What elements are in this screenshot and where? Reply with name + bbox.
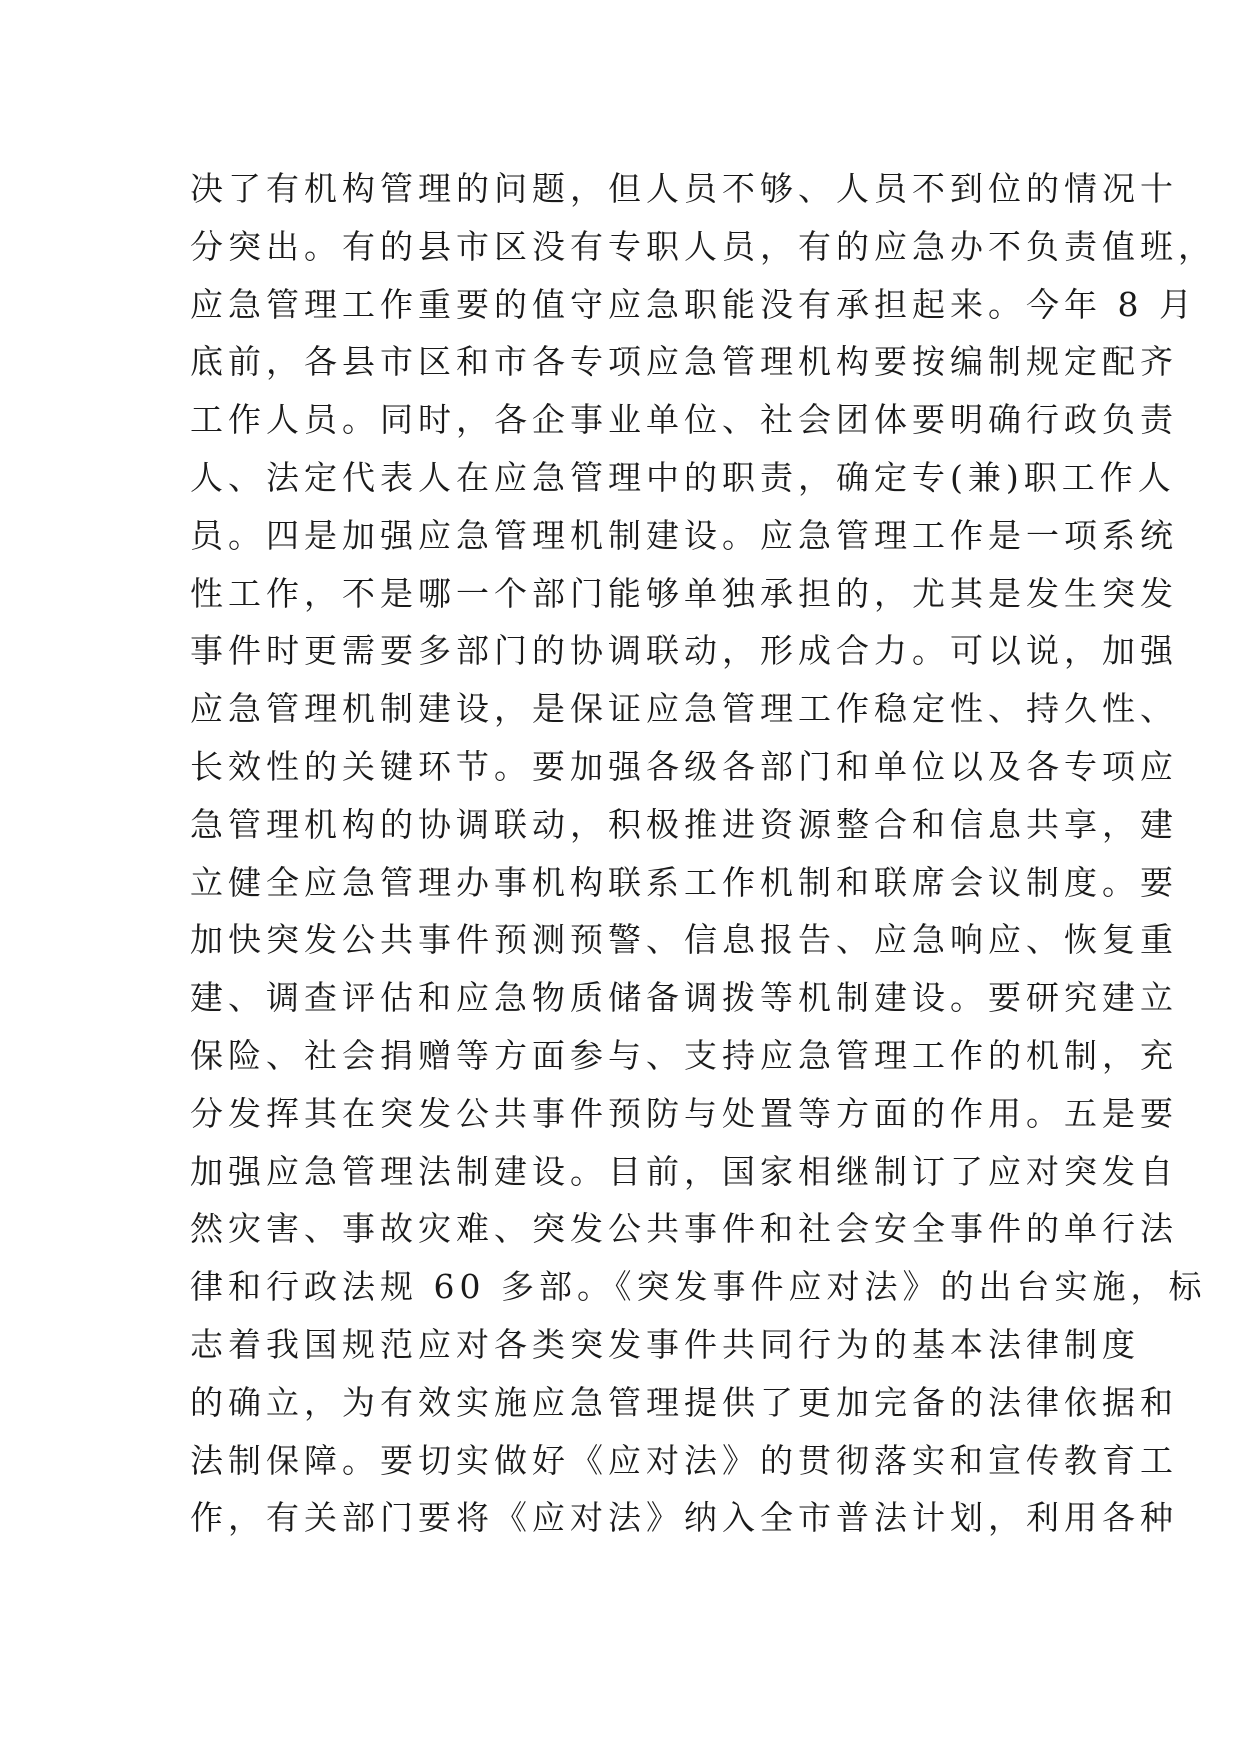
text-line: 长效性的关键环节。要加强各级各部门和单位以及各专项应 — [190, 746, 1178, 786]
text-line: 应急管理工作重要的值守应急职能没有承担起来。今年 8 月 — [190, 284, 1197, 324]
text-line: 人、法定代表人在应急管理中的职责，确定专(兼)职工作人 — [190, 457, 1176, 497]
text-line: 决了有机构管理的问题，但人员不够、人员不到位的情况十 — [190, 169, 1178, 208]
text-line: 作，有关部门要将《应对法》纳入全市普法计划，利用各种 — [190, 1498, 1178, 1538]
text-line: 分发挥其在突发公共事件预防与处置等方面的作用。五是要 — [190, 1093, 1178, 1133]
text-line: 加强应急管理法制建设。目前，国家相继制订了应对突发自 — [190, 1151, 1178, 1191]
text-line: 员。四是加强应急管理机制建设。应急管理工作是一项系统 — [190, 515, 1178, 555]
text-line: 的确立，为有效实施应急管理提供了更加完备的法律依据和 — [190, 1382, 1178, 1422]
text-line: 性工作，不是哪一个部门能够单独承担的，尤其是发生突发 — [190, 573, 1178, 613]
body-paragraph — [190, 160, 1216, 1547]
text-line: 保险、社会捐赠等方面参与、支持应急管理工作的机制，充 — [190, 1035, 1178, 1075]
text-line: 底前，各县市区和市各专项应急管理机构要按编制规定配齐 — [190, 342, 1178, 382]
text-line: 加快突发公共事件预测预警、信息报告、应急响应、恢复重 — [190, 920, 1178, 960]
text-line: 志着我国规范应对各类突发事件共同行为的基本法律制度 — [190, 1324, 1140, 1364]
text-line: 建、调查评估和应急物质储备调拨等机制建设。要研究建立 — [190, 978, 1178, 1018]
text-line: 分突出。有的县市区没有专职人员，有的应急办不负责值班， — [190, 226, 1216, 266]
text-line: 应急管理机制建设，是保证应急管理工作稳定性、持久性、 — [190, 689, 1178, 729]
text-line: 事件时更需要多部门的协调联动，形成合力。可以说，加强 — [190, 631, 1178, 671]
text-line: 立健全应急管理办事机构联系工作机制和联席会议制度。要 — [190, 862, 1178, 902]
text-line: 然灾害、事故灾难、突发公共事件和社会安全事件的单行法 — [190, 1209, 1178, 1249]
text-line: 律和行政法规 60 多部。《突发事件应对法》的出台实施，标 — [190, 1267, 1207, 1307]
text-line: 急管理机构的协调联动，积极推进资源整合和信息共享，建 — [190, 804, 1178, 844]
text-line: 工作人员。同时，各企事业单位、社会团体要明确行政负责 — [190, 400, 1178, 440]
text-line: 法制保障。要切实做好《应对法》的贯彻落实和宣传教育工 — [190, 1440, 1178, 1480]
